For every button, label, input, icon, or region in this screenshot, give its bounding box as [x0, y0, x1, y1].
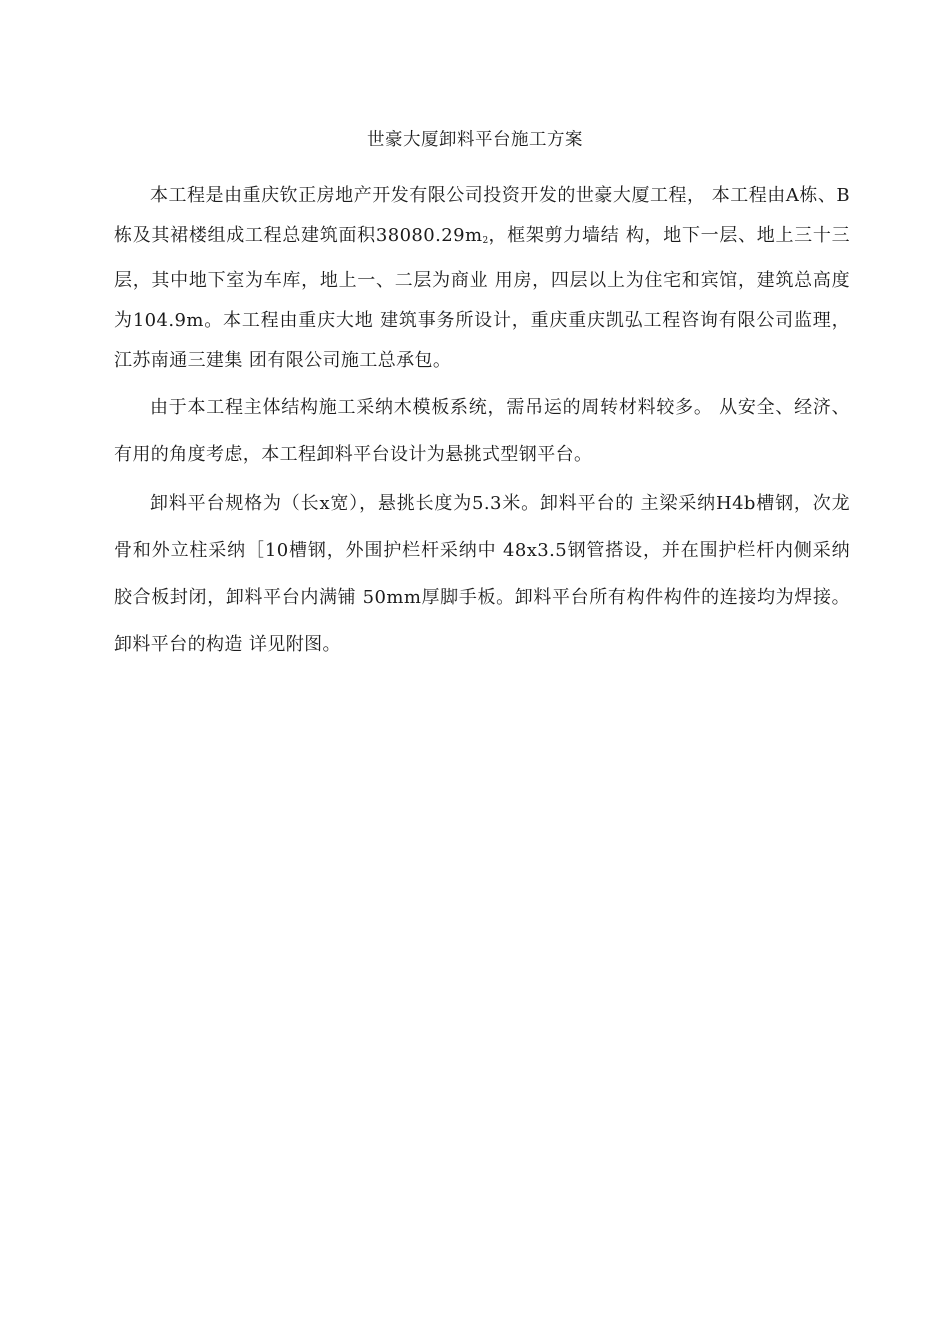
paragraph-project-overview — [114, 176, 850, 381]
document-title: 世豪大厦卸料平台施工方案 — [367, 130, 583, 150]
paragraph-platform-rationale: 由于本工程主体结构施工采纳木模板系统，需吊运的周转材料较多。 从安全、经济、有用的角度考虑，本工程卸料平台设计为悬挑式型钢平台。 — [114, 397, 850, 465]
paragraph-platform-specification: 卸料平台规格为（长x宽），悬挑长度为5.3米。卸料平台的 主梁采纳H4b槽钢，次龙骨和外立柱采纳［10槽钢，外围护栏杆采纳中 48x3.5钢管搭设，并在围护栏杆内侧采纳胶合板封闭，卸料平台内满铺 50mm厚脚手板。卸料平台所有构件构件的连接均为焊接。卸料平台的构造 详见附图。 — [114, 493, 850, 655]
paragraph-text: ，框架剪力墙结 构，地下一层、地上三十三层，其中地下室为车库，地上一、二层为商业 用房，四层以上为住宅和宾馆，建筑总高度为104.9m。本工程由重庆大地 建筑事务所设计，重庆重庆凯弘工程咨询有限公司监理，江苏南通三建集 团有限公司施工总承包。 — [114, 225, 850, 371]
area-unit-subscript: 2 — [482, 236, 489, 246]
paragraph-text: 本工程是由重庆钦正房地产开发有限公司投资开发的世豪大厦工程， 本工程由A栋、B栋及其裙楼组成工程总建筑面积38080.29m — [114, 185, 850, 246]
